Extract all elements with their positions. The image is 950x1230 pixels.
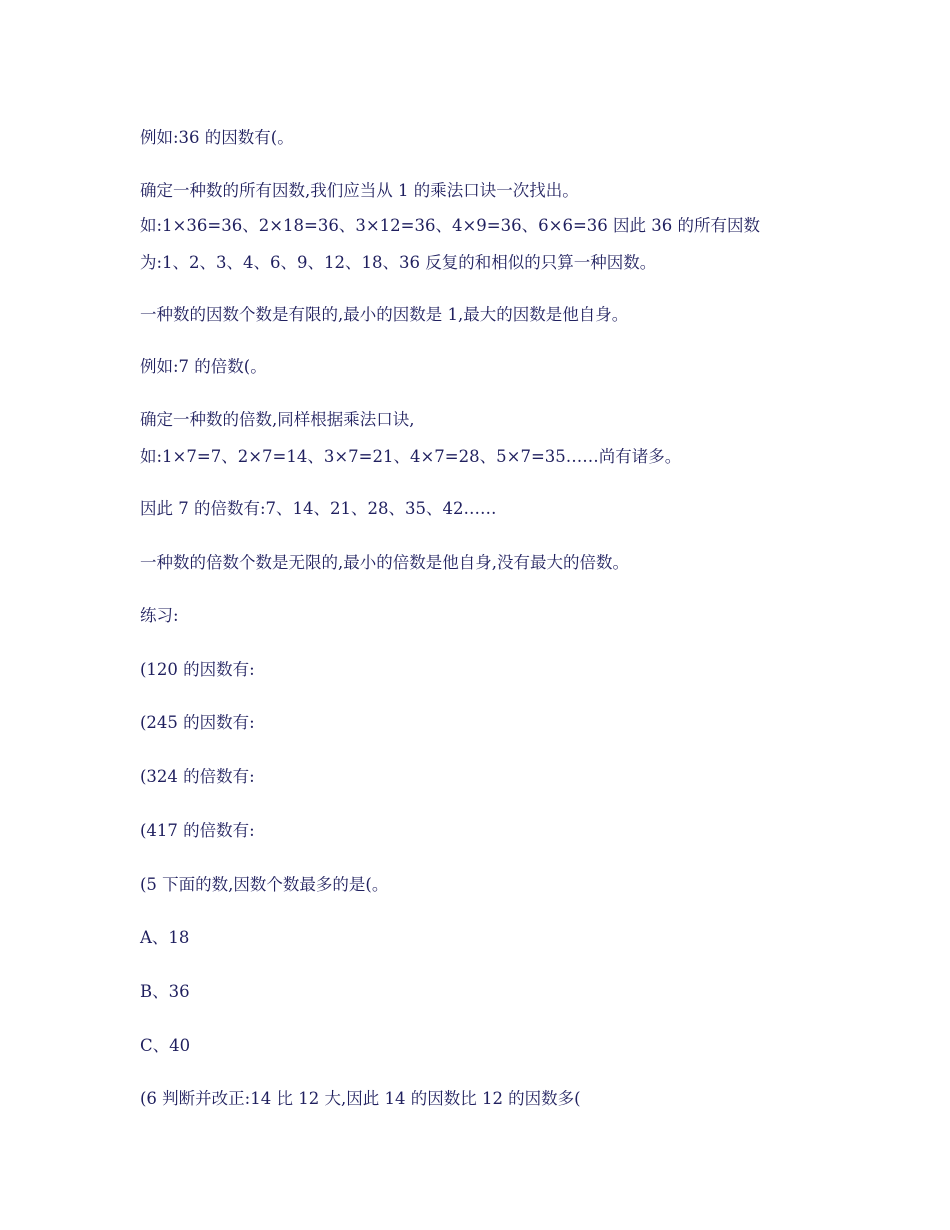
factors-finite-rule: 一种数的因数个数是有限的,最小的因数是 1,最大的因数是他自身。 (140, 305, 629, 324)
option-a: A、18 (140, 928, 190, 947)
exercise-4: (417 的倍数有: (140, 821, 255, 840)
example-factors-36: 例如:36 的因数有(。 (140, 128, 294, 147)
exercise-1: (120 的因数有: (140, 660, 255, 679)
method-find-multiples: 确定一种数的倍数,同样根据乘法口诀, (140, 410, 415, 429)
exercise-2: (245 的因数有: (140, 713, 255, 732)
method-find-factors: 确定一种数的所有因数,我们应当从 1 的乘法口诀一次找出。 (140, 181, 579, 200)
exercise-3: (324 的倍数有: (140, 767, 255, 786)
multiples-7-multiplication: 如:1×7=7、2×7=14、3×7=21、4×7=28、5×7=35……尚有诸多。 (140, 447, 682, 466)
factors-36-multiplication: 如:1×36=36、2×18=36、3×12=36、4×9=36、6×6=36 因此 36 的所有因数 (140, 216, 760, 235)
exercise-6: (6 判断并改正:14 比 12 大,因此 14 的因数比 12 的因数多( (140, 1089, 581, 1108)
option-b: B、36 (140, 982, 190, 1001)
example-multiples-7: 例如:7 的倍数(。 (140, 357, 267, 376)
exercise-heading: 练习: (140, 606, 179, 625)
option-c: C、40 (140, 1036, 191, 1055)
factors-36-list: 为:1、2、3、4、6、9、12、18、36 反复的和相似的只算一种因数。 (140, 253, 657, 272)
multiples-infinite-rule: 一种数的倍数个数是无限的,最小的倍数是他自身,没有最大的倍数。 (140, 553, 629, 572)
exercise-5: (5 下面的数,因数个数最多的是(。 (140, 875, 389, 894)
multiples-7-list: 因此 7 的倍数有:7、14、21、28、35、42…… (140, 499, 497, 518)
